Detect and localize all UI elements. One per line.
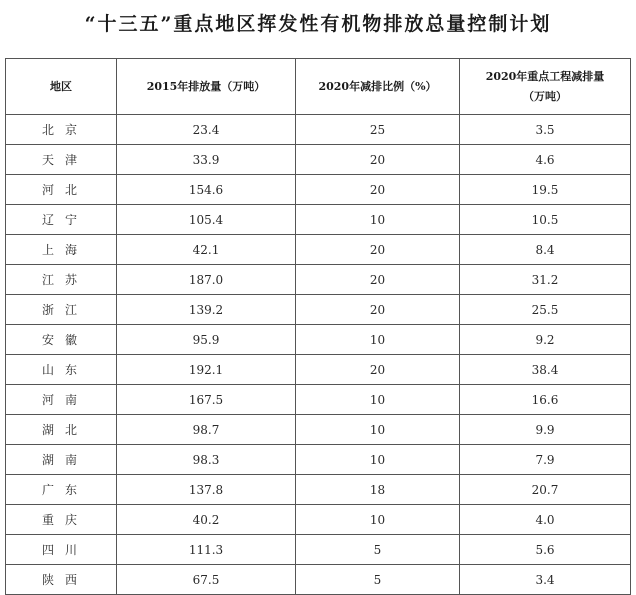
header-emission-2015: 2015年排放量（万吨） — [117, 59, 296, 115]
table-row — [6, 385, 631, 415]
table-header-row — [6, 59, 631, 115]
header-project-reduction-line1: 2020年重点工程减排量 — [485, 69, 605, 83]
table-row — [6, 115, 631, 145]
header-project-reduction-line2: （万吨） — [523, 89, 567, 103]
cell-project-reduction: 16.6 — [460, 385, 631, 415]
cell-region: 天津 — [6, 145, 117, 175]
cell-emission-2015: 111.3 — [117, 535, 296, 565]
cell-project-reduction: 4.0 — [460, 505, 631, 535]
cell-emission-2015: 105.4 — [117, 205, 296, 235]
cell-reduction-ratio: 10 — [296, 205, 460, 235]
cell-emission-2015: 67.5 — [117, 565, 296, 595]
cell-region: 河南 — [6, 385, 117, 415]
cell-reduction-ratio: 5 — [296, 565, 460, 595]
table-row — [6, 175, 631, 205]
cell-emission-2015: 33.9 — [117, 145, 296, 175]
cell-project-reduction: 4.6 — [460, 145, 631, 175]
header-reduction-ratio-2020: 2020年减排比例（%） — [296, 59, 460, 115]
cell-emission-2015: 167.5 — [117, 385, 296, 415]
cell-region: 湖南 — [6, 445, 117, 475]
emission-control-table — [5, 58, 631, 595]
cell-region: 河北 — [6, 175, 117, 205]
cell-emission-2015: 42.1 — [117, 235, 296, 265]
table-row — [6, 355, 631, 385]
cell-project-reduction: 19.5 — [460, 175, 631, 205]
cell-region: 四川 — [6, 535, 117, 565]
cell-reduction-ratio: 5 — [296, 535, 460, 565]
table-row — [6, 505, 631, 535]
cell-region: 北京 — [6, 115, 117, 145]
table-row — [6, 475, 631, 505]
cell-reduction-ratio: 10 — [296, 445, 460, 475]
cell-emission-2015: 98.3 — [117, 445, 296, 475]
table-row — [6, 295, 631, 325]
cell-emission-2015: 137.8 — [117, 475, 296, 505]
cell-project-reduction: 9.9 — [460, 415, 631, 445]
cell-region: 江苏 — [6, 265, 117, 295]
cell-region: 上海 — [6, 235, 117, 265]
cell-emission-2015: 139.2 — [117, 295, 296, 325]
table-body — [6, 115, 631, 595]
cell-project-reduction: 38.4 — [460, 355, 631, 385]
cell-project-reduction: 10.5 — [460, 205, 631, 235]
cell-reduction-ratio: 20 — [296, 235, 460, 265]
cell-emission-2015: 40.2 — [117, 505, 296, 535]
cell-emission-2015: 187.0 — [117, 265, 296, 295]
cell-region: 陕西 — [6, 565, 117, 595]
cell-emission-2015: 192.1 — [117, 355, 296, 385]
cell-region: 山东 — [6, 355, 117, 385]
cell-project-reduction: 8.4 — [460, 235, 631, 265]
cell-reduction-ratio: 20 — [296, 175, 460, 205]
cell-project-reduction: 7.9 — [460, 445, 631, 475]
table-row — [6, 325, 631, 355]
cell-project-reduction: 31.2 — [460, 265, 631, 295]
table-row — [6, 415, 631, 445]
cell-region: 浙江 — [6, 295, 117, 325]
cell-reduction-ratio: 20 — [296, 145, 460, 175]
cell-emission-2015: 23.4 — [117, 115, 296, 145]
cell-project-reduction: 5.6 — [460, 535, 631, 565]
table-row — [6, 145, 631, 175]
cell-region: 湖北 — [6, 415, 117, 445]
table-row — [6, 565, 631, 595]
cell-reduction-ratio: 10 — [296, 505, 460, 535]
cell-reduction-ratio: 20 — [296, 355, 460, 385]
cell-region: 重庆 — [6, 505, 117, 535]
cell-reduction-ratio: 10 — [296, 325, 460, 355]
header-region: 地区 — [6, 59, 117, 115]
cell-reduction-ratio: 20 — [296, 295, 460, 325]
cell-reduction-ratio: 10 — [296, 385, 460, 415]
cell-emission-2015: 154.6 — [117, 175, 296, 205]
table-row — [6, 535, 631, 565]
cell-project-reduction: 3.5 — [460, 115, 631, 145]
cell-region: 广东 — [6, 475, 117, 505]
table-row — [6, 265, 631, 295]
cell-emission-2015: 98.7 — [117, 415, 296, 445]
table-row — [6, 445, 631, 475]
table-row — [6, 205, 631, 235]
cell-region: 辽宁 — [6, 205, 117, 235]
cell-project-reduction: 3.4 — [460, 565, 631, 595]
cell-project-reduction: 25.5 — [460, 295, 631, 325]
page-title: “十三五”重点地区挥发性有机物排放总量控制计划 — [84, 13, 552, 35]
cell-reduction-ratio: 25 — [296, 115, 460, 145]
cell-reduction-ratio: 10 — [296, 415, 460, 445]
cell-reduction-ratio: 20 — [296, 265, 460, 295]
cell-project-reduction: 20.7 — [460, 475, 631, 505]
cell-project-reduction: 9.2 — [460, 325, 631, 355]
cell-emission-2015: 95.9 — [117, 325, 296, 355]
cell-region: 安徽 — [6, 325, 117, 355]
header-project-reduction-2020 — [460, 59, 631, 115]
cell-reduction-ratio: 18 — [296, 475, 460, 505]
table-row — [6, 235, 631, 265]
